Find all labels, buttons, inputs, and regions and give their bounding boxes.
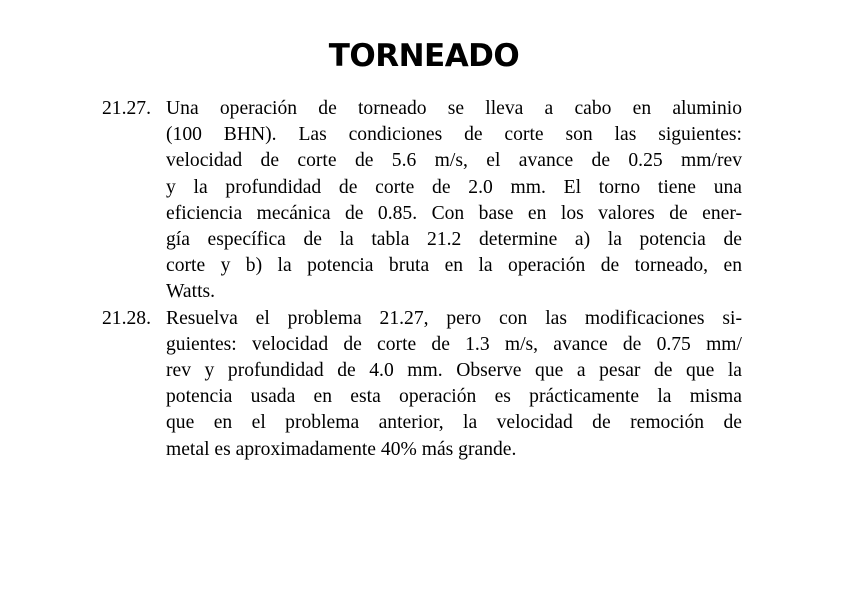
text-line: y la profundidad de corte de 2.0 mm. El torno tiene una: [166, 176, 742, 198]
problem-text: [166, 96, 742, 306]
text-line: guientes: velocidad de corte de 1.3 m/s, avance de 0.75 mm/: [166, 333, 742, 355]
text-line: gía específica de la tabla 21.2 determine a) la potencia de: [166, 229, 742, 251]
text-line: (100 BHN). Las condiciones de corte son las siguientes:: [166, 124, 742, 146]
slide-title: TORNEADO: [328, 38, 520, 74]
text-line: rev y profundidad de 4.0 mm. Observe que a pesar de que la: [166, 360, 742, 382]
text-line: corte y b) la potencia bruta en la operación de torneado, en: [166, 255, 742, 277]
problem-number: 21.28.: [102, 307, 151, 329]
problem-list: [102, 96, 742, 463]
text-line: Una operación de torneado se lleva a cabo en aluminio: [166, 98, 742, 119]
text-line: que en el problema anterior, la velocidad de remoción de: [166, 412, 742, 434]
text-line: eficiencia mecánica de 0.85. Con base en los valores de ener-: [166, 202, 742, 224]
problem-number: 21.27.: [102, 98, 151, 119]
text-line: potencia usada en esta operación es prácticamente la misma: [166, 386, 742, 408]
text-line: Resuelva el problema 21.27, pero con las modificaciones si-: [166, 307, 742, 329]
problem-text: [166, 306, 742, 463]
problem-21-28: [102, 306, 742, 463]
text-line: velocidad de corte de 5.6 m/s, el avance de 0.25 mm/rev: [166, 150, 742, 172]
text-line: metal es aproximadamente 40% más grande.: [166, 438, 517, 460]
text-line: Watts.: [166, 281, 216, 303]
problem-21-27: [102, 96, 742, 306]
